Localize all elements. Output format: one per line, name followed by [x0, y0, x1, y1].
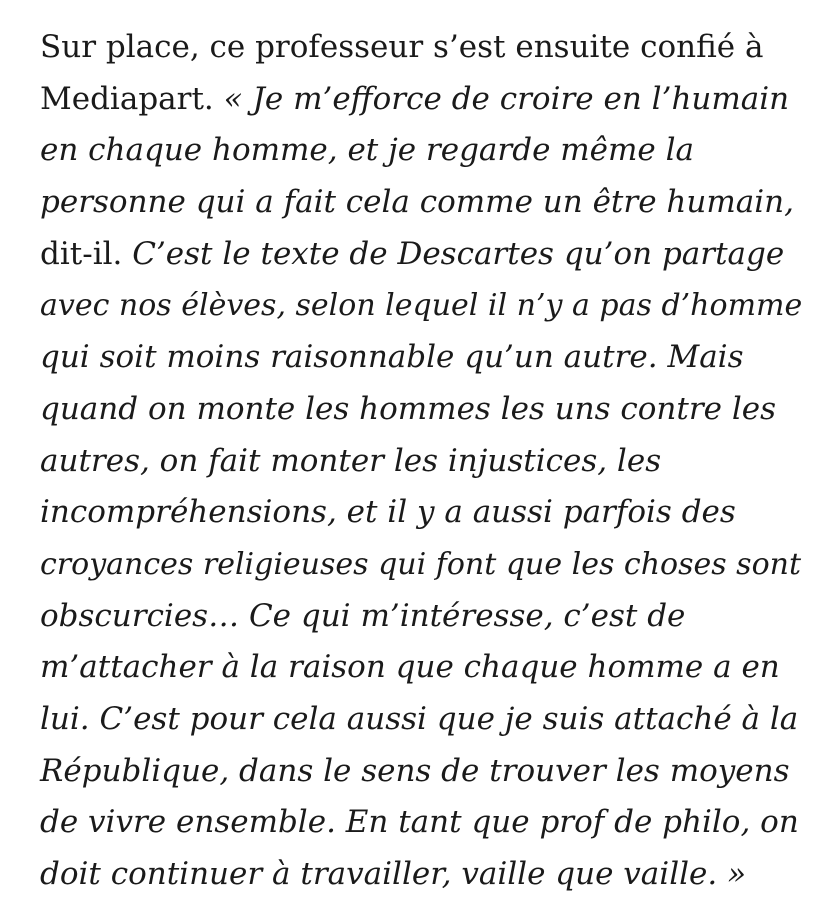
- text-line: [40, 22, 800, 74]
- quote-text: République, dans le sens de trouver les moyens: [40, 752, 790, 789]
- text-line: [40, 642, 800, 694]
- article-paragraph: [40, 22, 803, 901]
- text-line: [40, 177, 800, 229]
- quote-text: doit continuer à travailler, vaille que vaille. »: [40, 856, 747, 892]
- text-line: [40, 280, 803, 332]
- quote-text: lui. C’est pour cela aussi que je suis attaché à la: [40, 700, 799, 737]
- text-line: [40, 74, 800, 126]
- quote-text: C’est le texte de Descartes qu’on partage: [132, 235, 785, 272]
- narration-text: Mediapart.: [40, 80, 224, 117]
- text-line: [40, 849, 800, 901]
- text-line: [40, 487, 800, 539]
- quote-text: avec nos élèves, selon lequel il n’y a pas d’homme: [40, 288, 803, 324]
- narration-text: dit-il.: [40, 235, 133, 272]
- quote-text: quand on monte les hommes les uns contre les: [40, 390, 777, 427]
- text-line: [40, 694, 800, 746]
- narration-text: Sur place, ce professeur s’est ensuite confié à: [40, 29, 764, 65]
- text-line: [40, 384, 800, 436]
- text-line: [40, 436, 800, 488]
- quote-text: m’attacher à la raison que chaque homme a en: [40, 649, 780, 686]
- quote-text: incompréhensions, et il y a aussi parfois des: [40, 494, 736, 531]
- quote-text: « Je m’efforce de croire en l’humain: [223, 80, 790, 117]
- text-line: [40, 229, 800, 281]
- text-line: [40, 591, 800, 643]
- text-line: [40, 797, 800, 849]
- quote-text: de vivre ensemble. En tant que prof de philo, on: [40, 804, 799, 841]
- quote-text: personne qui a fait cela comme un être humain,: [40, 184, 794, 221]
- text-line: [40, 125, 800, 177]
- text-line: [40, 746, 800, 798]
- text-line: [40, 332, 800, 384]
- quote-text: autres, on fait monter les injustices, les: [40, 442, 662, 479]
- quote-text: obscurcies… Ce qui m’intéresse, c’est de: [40, 597, 686, 634]
- quote-text: en chaque homme, et je regarde même la: [40, 132, 695, 169]
- text-line: [40, 539, 800, 591]
- quote-text: croyances religieuses qui font que les choses sont: [40, 546, 802, 582]
- quote-text: qui soit moins raisonnable qu’un autre. Mais: [40, 339, 744, 376]
